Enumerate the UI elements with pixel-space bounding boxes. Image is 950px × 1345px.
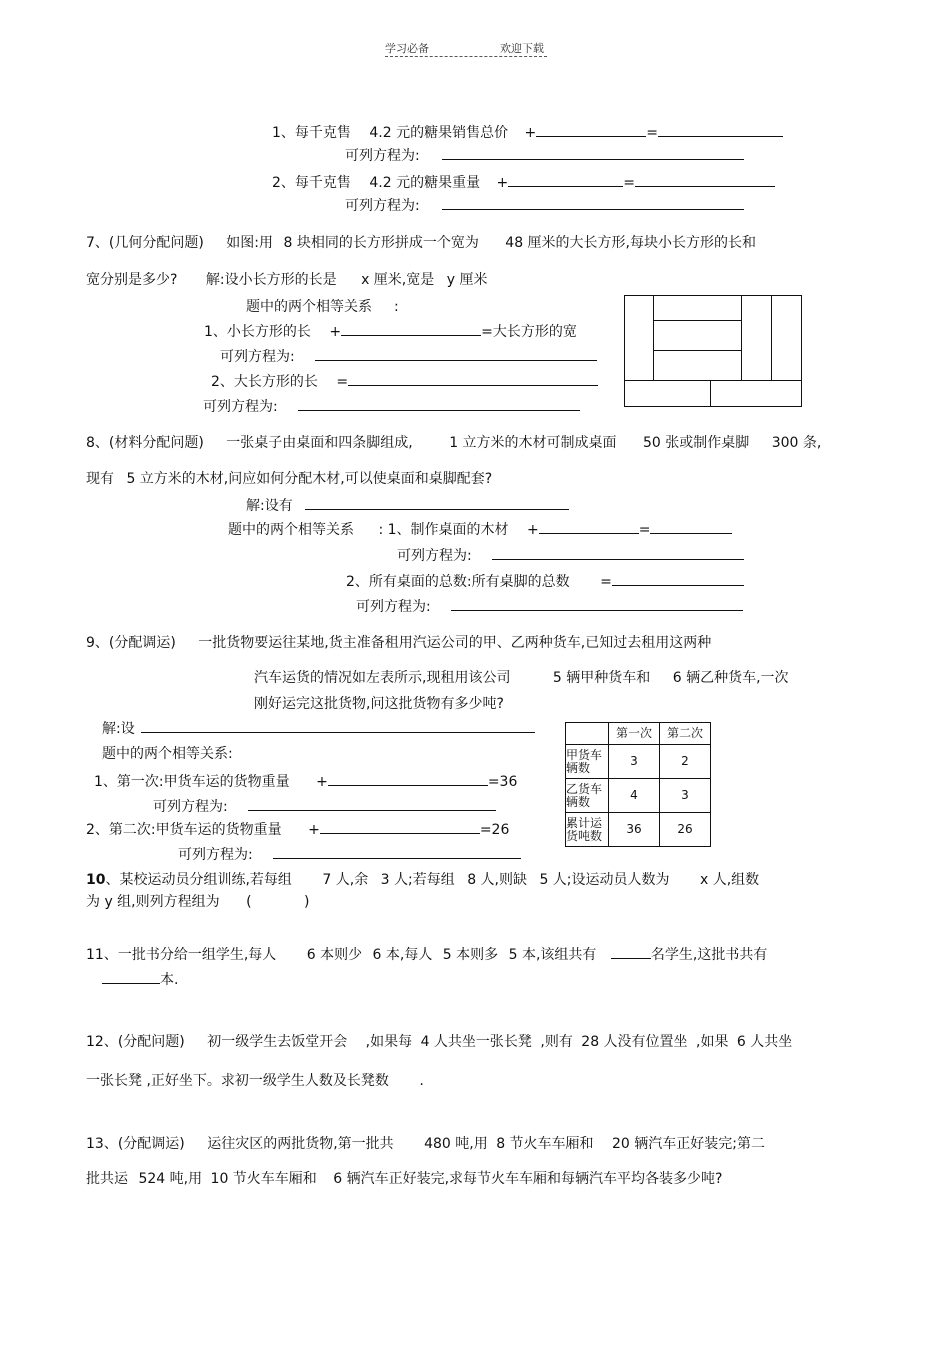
rectangle-diagram [624, 295, 802, 407]
table-header: 第二次 [660, 723, 711, 745]
table-label: 累计运 货吨数 [566, 813, 609, 847]
diagram-line [653, 350, 741, 351]
table-cell: 3 [609, 745, 660, 779]
blank[interactable] [248, 797, 496, 811]
blank[interactable] [328, 772, 488, 786]
blank[interactable] [658, 123, 783, 137]
blank[interactable] [315, 347, 597, 361]
blank[interactable] [102, 970, 160, 984]
q7-line1: 7、(几何分配问题) 如图:用 8 块相同的长方形拼成一个宽为 48 厘米的大长方形,每块小长方形的长和 [86, 235, 756, 251]
diagram-line [710, 380, 711, 406]
table-cell: 2 [660, 745, 711, 779]
q12-line1: 12、(分配问题) 初一级学生去饭堂开会 ,如果每 4 人共坐一张长凳 ,则有 28 人没有位置坐 ,如果 6 人共坐 [86, 1034, 793, 1050]
q7-line2: 宽分别是多少? 解:设小长方形的长是 x 厘米,宽是 y 厘米 [86, 272, 488, 288]
q10-line1: 10、某校运动员分组训练,若每组 7 人,余 3 人;若每组 8 人,则缺 5 人;设运动员人数为 x 人,组数 [86, 872, 760, 888]
q9-relations: 题中的两个相等关系: [102, 746, 233, 762]
diagram-line [741, 296, 742, 380]
blank[interactable] [492, 546, 744, 560]
q8-rel2: 2、所有桌面的总数:所有桌脚的总数 = [346, 572, 744, 591]
q6-line1: 1、每千克售 4.2 元的糖果销售总价 + = [272, 123, 783, 142]
q13-line1: 13、(分配调运) 运往灾区的两批货物,第一批共 480 吨,用 8 节火车车厢和 20 辆汽车正好装完;第二 [86, 1136, 765, 1152]
q11-line2: 本. [102, 970, 178, 989]
blank[interactable] [273, 845, 521, 859]
table-header: 第一次 [609, 723, 660, 745]
blank[interactable] [341, 322, 481, 336]
table-cell: 3 [660, 779, 711, 813]
blank[interactable] [298, 397, 580, 411]
blank[interactable] [508, 173, 623, 187]
blank[interactable] [348, 372, 598, 386]
diagram-line [653, 320, 741, 321]
blank[interactable] [650, 520, 732, 534]
blank[interactable] [635, 173, 775, 187]
q8-line2: 现有 5 立方米的木材,问应如何分配木材,可以使桌面和桌脚配套? [86, 471, 493, 487]
blank[interactable] [320, 820, 480, 834]
table-cell: 4 [609, 779, 660, 813]
q7-rel2: 2、大长方形的长 = [211, 372, 598, 391]
table-row [566, 745, 711, 779]
table-cell [566, 723, 609, 745]
q6-formula1: 可列方程为: [345, 146, 744, 165]
q8-line1: 8、(材料分配问题) 一张桌子由桌面和四条脚组成, 1 立方米的木材可制成桌面 50 张或制作桌脚 300 条, [86, 435, 822, 451]
blank[interactable] [442, 196, 744, 210]
blank[interactable] [451, 597, 743, 611]
diagram-line [771, 296, 772, 380]
blank[interactable] [442, 146, 744, 160]
freight-table [565, 722, 711, 847]
q7-relations: 题中的两个相等关系 : [246, 299, 399, 315]
diagram-line [625, 380, 801, 381]
table-cell: 26 [660, 813, 711, 847]
q9-formula2: 可列方程为: [178, 845, 521, 864]
q8-formula1: 可列方程为: [397, 546, 744, 565]
q9-line2: 汽车运货的情况如左表所示,现租用该公司 5 辆甲种货车和 6 辆乙种货车,一次 [254, 670, 789, 686]
q7-formula2: 可列方程为: [203, 397, 580, 416]
header-right: 欢迎下载 [500, 42, 544, 55]
header-divider [385, 56, 547, 57]
q9-solution: 解:设 [102, 719, 535, 738]
blank[interactable] [611, 945, 651, 959]
q8-solution: 解:设有 [246, 496, 569, 515]
q9-rel1: 1、第一次:甲货车运的货物重量 + =36 [94, 774, 518, 790]
table-row [566, 723, 711, 745]
header-left: 学习必备 [385, 42, 429, 55]
blank[interactable] [539, 520, 639, 534]
q9-rel2: 2、第二次:甲货车运的货物重量 + =26 [86, 822, 510, 838]
q7-formula1: 可列方程为: [220, 347, 597, 366]
q6-formula2: 可列方程为: [345, 196, 744, 215]
q10-line2: 为 y 组,则列方程组为 ( ) [86, 894, 310, 910]
blank[interactable] [305, 496, 569, 510]
q8-formula2: 可列方程为: [356, 597, 743, 616]
q9-formula1: 可列方程为: [153, 797, 496, 816]
q8-rel1: 题中的两个相等关系 : 1、制作桌面的木材 + = [228, 520, 732, 539]
q13-line2: 批共运 524 吨,用 10 节火车车厢和 6 辆汽车正好装完,求每节火车车厢和每辆汽车平均各装多少吨? [86, 1171, 723, 1187]
q9-line3: 刚好运完这批货物,问这批货物有多少吨? [254, 696, 504, 712]
table-label: 乙货车 辆数 [566, 779, 609, 813]
table-cell: 36 [609, 813, 660, 847]
q12-line2: 一张长凳 ,正好坐下。求初一级学生人数及长凳数 . [86, 1073, 424, 1089]
q6-line2: 2、每千克售 4.2 元的糖果重量 + = [272, 173, 775, 192]
table-label: 甲货车 辆数 [566, 745, 609, 779]
blank[interactable] [141, 719, 535, 733]
diagram-line [653, 296, 654, 380]
blank[interactable] [612, 572, 744, 586]
q9-line1: 9、(分配调运) 一批货物要运往某地,货主准备租用汽运公司的甲、乙两种货车,已知过去租用这两种 [86, 635, 712, 651]
q7-rel1: 1、小长方形的长 + =大长方形的宽 [204, 324, 577, 340]
table-row [566, 779, 711, 813]
q11-line1: 11、一批书分给一组学生,每人 6 本则少 6 本,每人 5 本则多 5 本,该组共有 名学生,这批书共有 [86, 947, 768, 963]
table-row [566, 813, 711, 847]
blank[interactable] [536, 123, 646, 137]
